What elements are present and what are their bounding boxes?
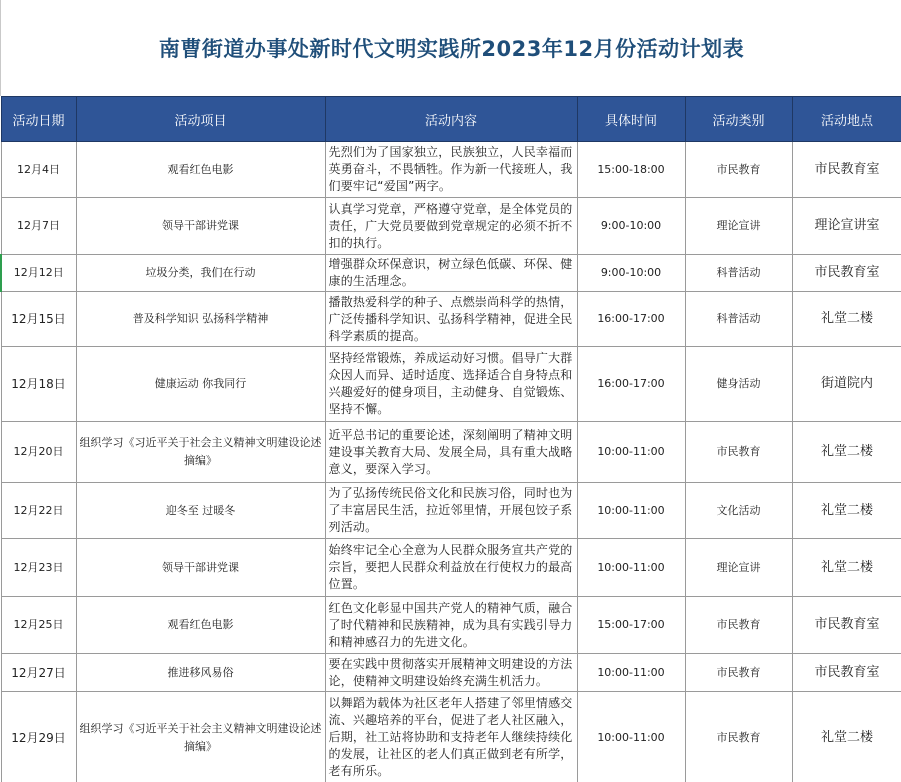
table-row (1, 142, 901, 198)
cell-category[interactable]: 文化活动 (685, 483, 792, 539)
cell-category[interactable]: 理论宣讲 (685, 198, 792, 255)
cell-category[interactable]: 市民教育 (685, 422, 792, 483)
cell-time[interactable]: 9:00-10:00 (577, 198, 685, 255)
cell-time[interactable]: 10:00-11:00 (577, 539, 685, 597)
cell-content[interactable]: 增强群众环保意识，树立绿色低碳、环保、健康的生活理念。 (325, 255, 577, 292)
cell-category[interactable]: 市民教育 (685, 597, 792, 654)
title-row (0, 0, 901, 96)
cell-project[interactable]: 组织学习《习近平关于社会主义精神文明建设论述摘编》 (76, 422, 325, 483)
cell-content[interactable]: 始终牢记全心全意为人民群众服务宣共产党的宗旨，要把人民群众利益放在行使权力的最高位置。 (325, 539, 577, 597)
table-row (1, 539, 901, 597)
cell-time[interactable]: 10:00-11:00 (577, 422, 685, 483)
cell-project[interactable]: 迎冬至 过暖冬 (76, 483, 325, 539)
cell-time[interactable]: 10:00-11:00 (577, 654, 685, 692)
cell-date[interactable]: 12月22日 (1, 483, 76, 539)
cell-project[interactable]: 领导干部讲党课 (76, 198, 325, 255)
cell-place[interactable]: 礼堂二楼 (792, 692, 901, 782)
cell-category[interactable]: 健身活动 (685, 347, 792, 422)
cell-content[interactable]: 红色文化彰显中国共产党人的精神气质，融合了时代精神和民族精神，成为具有实践引导力和精神感召力的先进文化。 (325, 597, 577, 654)
cell-time[interactable]: 10:00-11:00 (577, 692, 685, 782)
cell-category[interactable]: 市民教育 (685, 142, 792, 198)
cell-time[interactable]: 9:00-10:00 (577, 255, 685, 292)
cell-project[interactable]: 健康运动 你我同行 (76, 347, 325, 422)
table-row (1, 347, 901, 422)
cell-date[interactable]: 12月4日 (1, 142, 76, 198)
cell-project[interactable]: 垃圾分类，我们在行动 (76, 255, 325, 292)
cell-place[interactable]: 市民教育室 (792, 597, 901, 654)
cell-project[interactable]: 普及科学知识 弘扬科学精神 (76, 292, 325, 347)
table-row (1, 255, 901, 292)
cell-project[interactable]: 观看红色电影 (76, 597, 325, 654)
cell-time[interactable]: 15:00-18:00 (577, 142, 685, 198)
header-place[interactable]: 活动地点 (792, 97, 901, 142)
page-title: 南曹街道办事处新时代文明实践所2023年12月份活动计划表 (158, 37, 745, 61)
table-row (1, 654, 901, 692)
cell-category[interactable]: 市民教育 (685, 692, 792, 782)
table-row (1, 292, 901, 347)
cell-date[interactable]: 12月12日 (1, 255, 76, 292)
cell-project[interactable]: 推进移风易俗 (76, 654, 325, 692)
cell-time[interactable]: 16:00-17:00 (577, 347, 685, 422)
header-category[interactable]: 活动类别 (685, 97, 792, 142)
table-row (1, 198, 901, 255)
header-time[interactable]: 具体时间 (577, 97, 685, 142)
cell-category[interactable]: 市民教育 (685, 654, 792, 692)
cell-time[interactable]: 10:00-11:00 (577, 483, 685, 539)
cell-category[interactable]: 理论宣讲 (685, 539, 792, 597)
cell-date[interactable]: 12月7日 (1, 198, 76, 255)
cell-project[interactable]: 领导干部讲党课 (76, 539, 325, 597)
cell-date[interactable]: 12月29日 (1, 692, 76, 782)
cell-category[interactable]: 科普活动 (685, 292, 792, 347)
header-row (1, 97, 901, 142)
table-row (1, 597, 901, 654)
table-row (1, 422, 901, 483)
cell-content[interactable]: 先烈们为了国家独立，民族独立，人民幸福而英勇奋斗，不畏牺牲。作为新一代接班人，我们要牢记“爱国”两字。 (325, 142, 577, 198)
cell-place[interactable]: 礼堂二楼 (792, 422, 901, 483)
cell-place[interactable]: 礼堂二楼 (792, 483, 901, 539)
cell-content[interactable]: 为了弘扬传统民俗文化和民族习俗，同时也为了丰富居民生活，拉近邻里情，开展包饺子系列活动。 (325, 483, 577, 539)
cell-date[interactable]: 12月27日 (1, 654, 76, 692)
cell-date[interactable]: 12月20日 (1, 422, 76, 483)
table-row (1, 692, 901, 782)
cell-project[interactable]: 观看红色电影 (76, 142, 325, 198)
cell-place[interactable]: 街道院内 (792, 347, 901, 422)
cell-time[interactable]: 16:00-17:00 (577, 292, 685, 347)
activity-table (0, 96, 901, 782)
cell-place[interactable]: 礼堂二楼 (792, 292, 901, 347)
header-date[interactable]: 活动日期 (1, 97, 76, 142)
cell-place[interactable]: 理论宣讲室 (792, 198, 901, 255)
cell-content[interactable]: 播散热爱科学的种子、点燃崇尚科学的热情，广泛传播科学知识、弘扬科学精神，促进全民科学素质的提高。 (325, 292, 577, 347)
cell-category[interactable]: 科普活动 (685, 255, 792, 292)
cell-content[interactable]: 要在实践中贯彻落实开展精神文明建设的方法论，使精神文明建设始终充满生机活力。 (325, 654, 577, 692)
cell-content[interactable]: 认真学习党章，严格遵守党章，是全体党员的责任，广大党员要做到党章规定的必须不折不扣的执行。 (325, 198, 577, 255)
header-content[interactable]: 活动内容 (325, 97, 577, 142)
cell-content[interactable]: 近平总书记的重要论述，深刻阐明了精神文明建设事关教育大局、发展全局，具有重大战略意义，要深入学习。 (325, 422, 577, 483)
cell-time[interactable]: 15:00-17:00 (577, 597, 685, 654)
cell-date[interactable]: 12月23日 (1, 539, 76, 597)
table-row (1, 483, 901, 539)
cell-place[interactable]: 市民教育室 (792, 255, 901, 292)
cell-date[interactable]: 12月25日 (1, 597, 76, 654)
cell-place[interactable]: 礼堂二楼 (792, 539, 901, 597)
cell-place[interactable]: 市民教育室 (792, 142, 901, 198)
cell-place[interactable]: 市民教育室 (792, 654, 901, 692)
cell-date[interactable]: 12月15日 (1, 292, 76, 347)
cell-date[interactable]: 12月18日 (1, 347, 76, 422)
cell-content[interactable]: 坚持经常锻炼，养成运动好习惯。倡导广大群众因人而异、适时适度、选择适合自身特点和兴趣爱好的健身项目，主动健身、自觉锻炼、坚持不懈。 (325, 347, 577, 422)
cell-project[interactable]: 组织学习《习近平关于社会主义精神文明建设论述摘编》 (76, 692, 325, 782)
header-project[interactable]: 活动项目 (76, 97, 325, 142)
cell-content[interactable]: 以舞蹈为载体为社区老年人搭建了邻里情感交流、兴趣培养的平台，促进了老人社区融入，后期，社工站将协助和支持老年人继续持续化的发展，让社区的老人们真正做到老有所学，老有所乐。 (325, 692, 577, 782)
